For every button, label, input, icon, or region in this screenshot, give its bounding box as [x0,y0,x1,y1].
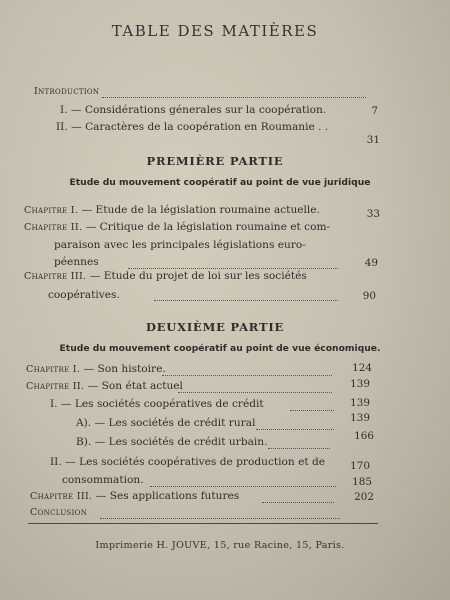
chapter-title-continued: paraison avec les principales législations euro- [54,239,306,251]
page-number: 139 [350,378,370,390]
page-number: 166 [354,430,374,442]
part-subtitle: Etude du mouvement coopératif au point de vue économique. [59,343,381,354]
page-number: 49 [364,257,378,269]
page-number: 139 [350,412,370,424]
introduction-label: Introduction [34,86,100,97]
page-number: 90 [362,290,376,302]
part-heading: PREMIÈRE PARTIE [146,154,284,168]
page-number: 33 [366,208,380,220]
chapter-label: Chapitre III. [24,271,87,282]
chapter-title: — Ses applications futures [95,490,240,502]
chapter-title: — Etude de la législation roumaine actuelle. [81,204,320,216]
page-number: 7 [371,105,378,117]
leader-dots [268,448,330,449]
section-entry: I. — Les sociétés coopératives de crédit [50,398,264,410]
section-entry-continued: consommation. [62,474,144,486]
leader-dots [256,429,334,430]
leader-dots [162,375,332,376]
leader-dots [154,300,338,301]
toc-entry: II. — Caractères de la coopération en Roumanie . . [56,121,329,133]
chapter-label: Chapitre II. [26,381,85,392]
page-number: 202 [354,491,374,503]
page-number: 124 [352,362,372,374]
toc-entry: I. — Considérations génerales sur la coopération. [60,104,327,116]
section-entry: B). — Les sociétés de crédit urbain. [76,436,268,448]
page-title: TABLE DES MATIÈRES [111,22,319,40]
chapter-title: — Son histoire. [83,363,166,375]
chapter-title: — Son état actuel [87,380,183,392]
page-number: 31 [366,134,380,146]
page-number: 170 [350,460,370,472]
page-number: 185 [352,476,372,488]
footer-rule [28,523,378,524]
chapter-title-continued: péennes [54,256,99,268]
part-subtitle: Etude du mouvement coopératif au point de vue juridique [69,177,371,188]
chapter-label: Chapitre III. [30,491,93,502]
leader-dots [102,97,366,98]
leader-dots [100,518,340,519]
printer-imprint: Imprimerie H. JOUVE, 15, rue Racine, 15, Paris. [95,540,345,551]
chapter-label: Chapitre I. [26,364,81,375]
section-entry: II. — Les sociétés coopératives de production et de [50,456,326,468]
chapter-title-continued: coopératives. [48,289,120,301]
page-number: 139 [350,397,370,409]
leader-dots [290,410,334,411]
leader-dots [178,392,332,393]
conclusion-label: Conclusion [30,507,88,518]
leader-dots [128,268,338,269]
part-heading: DEUXIÈME PARTIE [145,320,285,334]
leader-dots [150,486,336,487]
chapter-label: Chapitre I. [24,205,79,216]
chapter-title: — Etude du projet de loi sur les sociétés [89,270,307,282]
chapter-label: Chapitre II. [24,222,83,233]
section-entry: A). — Les sociétés de crédit rural [76,417,256,429]
leader-dots [262,502,334,503]
chapter-title: — Critique de la législation roumaine et com- [85,221,331,233]
